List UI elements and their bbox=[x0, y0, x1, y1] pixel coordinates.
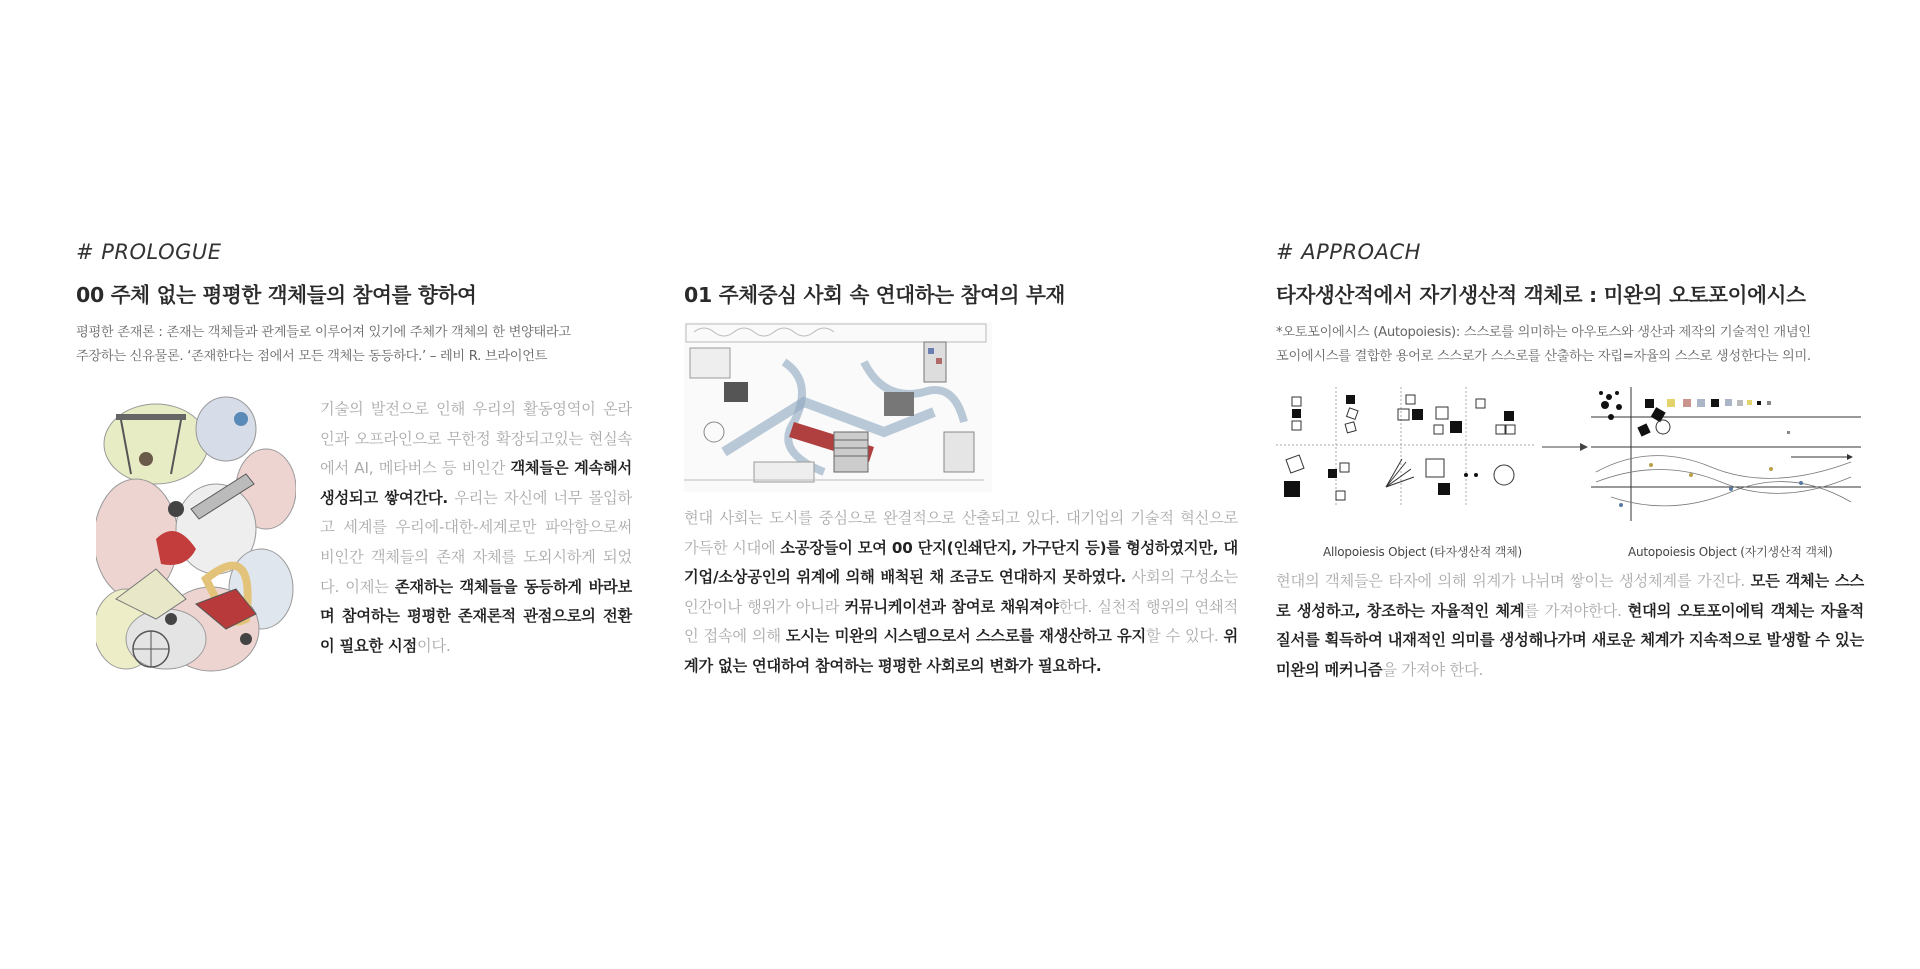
allopoiesis-diagram bbox=[1276, 387, 1534, 507]
section01-body-3: 사회의 구성소는 인간이나 행위가 아니라 bbox=[684, 568, 1238, 616]
section01-body-8: 위계가 없는 연대하여 참여하는 평평한 사회로의 변화가 필요하다. bbox=[684, 627, 1239, 675]
prologue-body-4: 존재하는 객체들을 동등하게 바라보며 참여하는 평평한 존재론적 관점으로의 전환이 필요한 시점 bbox=[320, 577, 632, 655]
section01-body-2: 소공장들이 모여 00 단지(인쇄단지, 가구단지 등)를 형성하였지만, 대기업/소상공인의 위계에 의해 배척된 채 조금도 연대하지 못하였다. bbox=[684, 538, 1239, 587]
autopoiesis-caption: Autopoiesis Object (자기생산적 객체) bbox=[1628, 545, 1833, 559]
prologue-body-3: 우리는 자신에 너무 몰입하고 세계를 우리에-대한-세계로만 파악함으로써 비인간 객체들의 존재 자체를 도외시하게 되었다. 이제는 bbox=[320, 488, 632, 596]
section01-column bbox=[684, 240, 1244, 682]
prologue-body-5: 이다. bbox=[417, 636, 451, 655]
approach-definition-line-1: *오토포이에시스 (Autopoiesis): 스스로를 의미하는 아우토스와 생산과 제작의 기술적인 개념인 bbox=[1276, 325, 1811, 340]
section01-body-6: 도시는 미완의 시스템으로서 스스로를 재생산하고 유지 bbox=[785, 627, 1146, 646]
prologue-body-1: 기술의 발전으로 인해 우리의 활동영역이 온라인과 오프라인으로 무한정 확장되고있는 현실속에서 AI, 메타버스 등 비인간 bbox=[320, 400, 632, 478]
section01-heading: 01 주체중심 사회 속 연대하는 참여의 부재 bbox=[684, 283, 1065, 307]
prologue-body-2: 객체들은 계속해서 생성되고 쌓여간다. bbox=[320, 459, 632, 507]
prologue-definition bbox=[76, 321, 636, 369]
approach-body bbox=[1276, 567, 1864, 685]
approach-tag: # APPROACH bbox=[1276, 240, 1421, 264]
prologue-heading: 00 주체 없는 평평한 객체들의 참여를 향하여 bbox=[76, 283, 477, 307]
prologue-content bbox=[76, 389, 636, 679]
approach-heading: 타자생산적에서 자기생산적 객체로 : 미완의 오토포이에시스 bbox=[1276, 283, 1806, 307]
approach-body-3: 를 가져야한다. bbox=[1524, 601, 1628, 620]
prologue-body bbox=[320, 395, 632, 661]
approach-body-1: 현대의 객체들은 타자에 의해 위계가 나뉘며 쌓이는 생성체계를 가진다. bbox=[1276, 572, 1751, 590]
approach-definition bbox=[1276, 321, 1876, 369]
approach-definition-line-2: 포이에시스를 결합한 용어로 스스로가 스스로를 산출하는 자립=자율의 스스로 생성한다는 의미. bbox=[1276, 349, 1811, 364]
prologue-tag: # PROLOGUE bbox=[76, 240, 222, 264]
approach-body-5: 을 가져야 한다. bbox=[1382, 660, 1484, 679]
approach-body-2: 모든 객체는 스스로 생성하고, 창조하는 자율적인 체계 bbox=[1276, 572, 1864, 620]
allopoiesis-caption: Allopoiesis Object (타자생산적 객체) bbox=[1323, 545, 1522, 559]
transition-arrow-icon bbox=[1536, 387, 1590, 507]
prologue-definition-line-1: 평평한 존재론 : 존재는 객체들과 관계들로 이루어져 있기에 주체가 객체의 한 변양태라고 bbox=[76, 325, 571, 340]
approach-body-4: 현대의 오토포이에틱 객체는 자율적 질서를 획득하여 내재적인 의미를 생성해나가며 새로운 체계가 지속적으로 발생할 수 있는 미완의 메커니즘 bbox=[1276, 601, 1864, 679]
section01-body-7: 할 수 있다. bbox=[1146, 627, 1224, 646]
prologue-column bbox=[76, 240, 636, 679]
approach-column bbox=[1276, 240, 1876, 685]
object-diagram bbox=[1276, 387, 1876, 567]
section01-body bbox=[684, 504, 1238, 682]
autopoiesis-diagram bbox=[1591, 387, 1861, 521]
playground-illustration bbox=[96, 389, 296, 679]
prologue-definition-line-2: 주장하는 신유물론. ‘존재한다는 점에서 모든 객체는 동등하다.’ – 레비 R. 브라이언트 bbox=[76, 349, 548, 364]
section01-body-1: 현대 사회는 도시를 중심으로 완결적으로 산출되고 있다. 대기업의 기술적 혁신으로 가득한 시대에 bbox=[684, 509, 1238, 557]
city-system-illustration bbox=[684, 322, 992, 492]
section01-body-5: 한다. 실천적 행위의 연쇄적인 접속에 의해 bbox=[684, 597, 1238, 646]
section01-body-4: 커뮤니케이션과 참여로 채워져야 bbox=[844, 597, 1059, 616]
